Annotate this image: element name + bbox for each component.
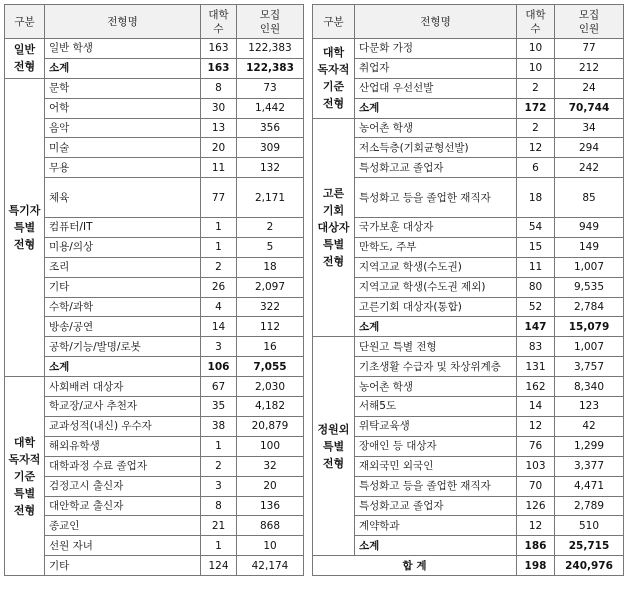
recruit-count: 2,097 — [237, 277, 304, 297]
univ-count: 77 — [201, 178, 237, 218]
group-category: 특기자 특별 전형 — [5, 78, 45, 376]
recruit-count: 294 — [555, 138, 624, 158]
grand-total-recruit-count: 240,976 — [555, 556, 624, 576]
univ-count: 162 — [517, 377, 555, 397]
type-name: 사회배려 대상자 — [45, 377, 201, 397]
subtotal-row — [313, 98, 624, 118]
univ-count: 76 — [517, 436, 555, 456]
recruit-count: 18 — [237, 257, 304, 277]
univ-count: 3 — [201, 337, 237, 357]
recruit-count: 149 — [555, 237, 624, 257]
univ-count: 11 — [201, 158, 237, 178]
type-name: 지역고교 학생(수도권) — [355, 257, 517, 277]
table-row — [5, 98, 304, 118]
univ-count: 70 — [517, 476, 555, 496]
type-name: 기타 — [45, 556, 201, 576]
type-name: 어학 — [45, 98, 201, 118]
univ-count: 38 — [201, 416, 237, 436]
type-name: 계약학과 — [355, 516, 517, 536]
table-row — [313, 397, 624, 417]
univ-count: 18 — [517, 178, 555, 218]
type-name: 농어촌 학생 — [355, 377, 517, 397]
recruit-count: 5 — [237, 237, 304, 257]
type-name: 교과성적(내신) 우수자 — [45, 416, 201, 436]
univ-count: 103 — [517, 456, 555, 476]
recruit-count: 42,174 — [237, 556, 304, 576]
type-name: 특성화고 등을 졸업한 재직자 — [355, 476, 517, 496]
subtotal-univ-count: 163 — [201, 58, 237, 78]
recruit-count: 73 — [237, 78, 304, 98]
univ-count: 12 — [517, 138, 555, 158]
univ-count: 12 — [517, 416, 555, 436]
univ-count: 2 — [517, 78, 555, 98]
table-row — [313, 178, 624, 218]
subtotal-recruit-count: 7,055 — [237, 357, 304, 377]
univ-count: 83 — [517, 337, 555, 357]
recruit-count: 1,442 — [237, 98, 304, 118]
type-name: 산업대 우선선발 — [355, 78, 517, 98]
type-name: 지역고교 학생(수도권 제외) — [355, 277, 517, 297]
table-row — [5, 536, 304, 556]
univ-count: 8 — [201, 496, 237, 516]
table-row — [313, 297, 624, 317]
recruit-count: 510 — [555, 516, 624, 536]
type-name: 위탁교육생 — [355, 416, 517, 436]
recruit-count: 85 — [555, 178, 624, 218]
table-row — [5, 317, 304, 337]
table-row — [313, 39, 624, 59]
table-row — [5, 158, 304, 178]
univ-count: 26 — [201, 277, 237, 297]
header-recruit-count: 모집 인원 — [555, 5, 624, 39]
recruit-count: 2,030 — [237, 377, 304, 397]
univ-count: 30 — [201, 98, 237, 118]
type-name: 일반 학생 — [45, 39, 201, 59]
type-name: 학교장/교사 추천자 — [45, 397, 201, 417]
group-category: 대학 독자적 기준 전형 — [313, 39, 355, 119]
recruit-count: 9,535 — [555, 277, 624, 297]
recruit-count: 24 — [555, 78, 624, 98]
type-name: 국가보훈 대상자 — [355, 218, 517, 238]
type-name: 공학/기능/발명/로봇 — [45, 337, 201, 357]
recruit-count: 32 — [237, 456, 304, 476]
recruit-count: 3,377 — [555, 456, 624, 476]
univ-count: 80 — [517, 277, 555, 297]
table-row — [313, 377, 624, 397]
header-recruit-count: 모집 인원 — [237, 5, 304, 39]
type-name: 컴퓨터/IT — [45, 218, 201, 238]
univ-count: 67 — [201, 377, 237, 397]
table-row — [5, 456, 304, 476]
recruit-count: 123 — [555, 397, 624, 417]
recruit-count: 10 — [237, 536, 304, 556]
table-row — [313, 58, 624, 78]
table-row — [313, 416, 624, 436]
recruit-count: 868 — [237, 516, 304, 536]
admission-table-left — [4, 4, 304, 576]
subtotal-univ-count: 172 — [517, 98, 555, 118]
subtotal-label: 소계 — [355, 536, 517, 556]
type-name: 취업자 — [355, 58, 517, 78]
recruit-count: 1,007 — [555, 257, 624, 277]
type-name: 대안학교 출신자 — [45, 496, 201, 516]
univ-count: 13 — [201, 118, 237, 138]
recruit-count: 2,789 — [555, 496, 624, 516]
recruit-count: 42 — [555, 416, 624, 436]
type-name: 단원고 특별 전형 — [355, 337, 517, 357]
table-row — [313, 476, 624, 496]
subtotal-univ-count: 186 — [517, 536, 555, 556]
header-univ-count: 대학 수 — [201, 5, 237, 39]
admission-table-right — [312, 4, 624, 576]
table-row — [5, 118, 304, 138]
type-name: 해외유학생 — [45, 436, 201, 456]
recruit-count: 34 — [555, 118, 624, 138]
univ-count: 11 — [517, 257, 555, 277]
subtotal-recruit-count: 25,715 — [555, 536, 624, 556]
type-name: 미술 — [45, 138, 201, 158]
table-row — [5, 496, 304, 516]
univ-count: 1 — [201, 237, 237, 257]
univ-count: 3 — [201, 476, 237, 496]
header-univ-count: 대학 수 — [517, 5, 555, 39]
group-category: 고른 기회 대상자 특별 전형 — [313, 118, 355, 337]
subtotal-recruit-count: 122,383 — [237, 58, 304, 78]
subtotal-univ-count: 147 — [517, 317, 555, 337]
type-name: 기초생활 수급자 및 차상위계층 — [355, 357, 517, 377]
univ-count: 21 — [201, 516, 237, 536]
table-row — [313, 138, 624, 158]
recruit-count: 20,879 — [237, 416, 304, 436]
recruit-count: 132 — [237, 158, 304, 178]
header-type: 전형명 — [45, 5, 201, 39]
group-category: 대학 독자적 기준 특별 전형 — [5, 377, 45, 576]
type-name: 다문화 가정 — [355, 39, 517, 59]
univ-count: 14 — [517, 397, 555, 417]
recruit-count: 212 — [555, 58, 624, 78]
subtotal-label: 소계 — [45, 58, 201, 78]
subtotal-univ-count: 106 — [201, 357, 237, 377]
table-row — [5, 257, 304, 277]
recruit-count: 100 — [237, 436, 304, 456]
table-row — [5, 397, 304, 417]
univ-count: 2 — [517, 118, 555, 138]
table-row — [313, 357, 624, 377]
recruit-count: 8,340 — [555, 377, 624, 397]
type-name: 방송/공연 — [45, 317, 201, 337]
type-name: 무용 — [45, 158, 201, 178]
subtotal-recruit-count: 70,744 — [555, 98, 624, 118]
table-row — [5, 337, 304, 357]
univ-count: 126 — [517, 496, 555, 516]
header-type: 전형명 — [355, 5, 517, 39]
table-row — [5, 78, 304, 98]
table-row — [5, 39, 304, 59]
recruit-count: 242 — [555, 158, 624, 178]
grand-total-label: 합 계 — [313, 556, 517, 576]
type-name: 장애인 등 대상자 — [355, 436, 517, 456]
type-name: 기타 — [45, 277, 201, 297]
type-name: 체육 — [45, 178, 201, 218]
univ-count: 12 — [517, 516, 555, 536]
recruit-count: 2,784 — [555, 297, 624, 317]
recruit-count: 356 — [237, 118, 304, 138]
univ-count: 14 — [201, 317, 237, 337]
type-name: 종교인 — [45, 516, 201, 536]
table-row — [313, 237, 624, 257]
univ-count: 124 — [201, 556, 237, 576]
univ-count: 10 — [517, 39, 555, 59]
recruit-count: 77 — [555, 39, 624, 59]
univ-count: 35 — [201, 397, 237, 417]
table-row — [5, 277, 304, 297]
subtotal-row — [313, 536, 624, 556]
type-name: 서해5도 — [355, 397, 517, 417]
subtotal-row — [5, 58, 304, 78]
table-row — [313, 337, 624, 357]
table-row — [313, 436, 624, 456]
recruit-count: 4,471 — [555, 476, 624, 496]
univ-count: 1 — [201, 218, 237, 238]
table-row — [313, 257, 624, 277]
univ-count: 4 — [201, 297, 237, 317]
subtotal-label: 소계 — [355, 317, 517, 337]
recruit-count: 2,171 — [237, 178, 304, 218]
type-name: 수학/과학 — [45, 297, 201, 317]
univ-count: 2 — [201, 456, 237, 476]
recruit-count: 4,182 — [237, 397, 304, 417]
group-category: 정원외 특별 전형 — [313, 337, 355, 556]
recruit-count: 20 — [237, 476, 304, 496]
recruit-count: 1,299 — [555, 436, 624, 456]
subtotal-label: 소계 — [355, 98, 517, 118]
table-row — [5, 556, 304, 576]
header-category: 구분 — [313, 5, 355, 39]
subtotal-recruit-count: 15,079 — [555, 317, 624, 337]
table-row — [313, 158, 624, 178]
grand-total-univ-count: 198 — [517, 556, 555, 576]
univ-count: 163 — [201, 39, 237, 59]
type-name: 저소득층(기회균형선발) — [355, 138, 517, 158]
univ-count: 15 — [517, 237, 555, 257]
univ-count: 54 — [517, 218, 555, 238]
univ-count: 6 — [517, 158, 555, 178]
type-name: 검정고시 출신자 — [45, 476, 201, 496]
type-name: 문학 — [45, 78, 201, 98]
recruit-count: 322 — [237, 297, 304, 317]
table-row — [5, 416, 304, 436]
recruit-count: 3,757 — [555, 357, 624, 377]
recruit-count: 16 — [237, 337, 304, 357]
univ-count: 131 — [517, 357, 555, 377]
univ-count: 8 — [201, 78, 237, 98]
type-name: 만학도, 주부 — [355, 237, 517, 257]
table-row — [313, 496, 624, 516]
recruit-count: 136 — [237, 496, 304, 516]
type-name: 재외국민 외국인 — [355, 456, 517, 476]
type-name: 특성화고교 졸업자 — [355, 496, 517, 516]
recruit-count: 122,383 — [237, 39, 304, 59]
type-name: 농어촌 학생 — [355, 118, 517, 138]
subtotal-label: 소계 — [45, 357, 201, 377]
table-row — [313, 218, 624, 238]
subtotal-row — [5, 357, 304, 377]
table-row — [5, 138, 304, 158]
recruit-count: 949 — [555, 218, 624, 238]
table-row — [313, 118, 624, 138]
table-row — [5, 377, 304, 397]
univ-count: 10 — [517, 58, 555, 78]
type-name: 특성화고교 졸업자 — [355, 158, 517, 178]
table-row — [5, 516, 304, 536]
table-row — [313, 277, 624, 297]
grand-total-row — [313, 556, 624, 576]
type-name: 미용/의상 — [45, 237, 201, 257]
type-name: 음악 — [45, 118, 201, 138]
table-row — [5, 237, 304, 257]
table-row — [313, 456, 624, 476]
table-row — [313, 516, 624, 536]
type-name: 선원 자녀 — [45, 536, 201, 556]
header-row — [313, 5, 624, 39]
header-row — [5, 5, 304, 39]
group-category: 일반 전형 — [5, 39, 45, 79]
recruit-count: 112 — [237, 317, 304, 337]
header-category: 구분 — [5, 5, 45, 39]
recruit-count: 1,007 — [555, 337, 624, 357]
type-name: 대학과정 수료 졸업자 — [45, 456, 201, 476]
univ-count: 1 — [201, 436, 237, 456]
table-row — [313, 78, 624, 98]
univ-count: 52 — [517, 297, 555, 317]
table-row — [5, 476, 304, 496]
univ-count: 1 — [201, 536, 237, 556]
type-name: 고른기회 대상자(통합) — [355, 297, 517, 317]
table-row — [5, 297, 304, 317]
table-row — [5, 178, 304, 218]
univ-count: 2 — [201, 257, 237, 277]
univ-count: 20 — [201, 138, 237, 158]
subtotal-row — [313, 317, 624, 337]
type-name: 조리 — [45, 257, 201, 277]
recruit-count: 309 — [237, 138, 304, 158]
recruit-count: 2 — [237, 218, 304, 238]
type-name: 특성화고 등을 졸업한 재직자 — [355, 178, 517, 218]
table-row — [5, 218, 304, 238]
table-row — [5, 436, 304, 456]
